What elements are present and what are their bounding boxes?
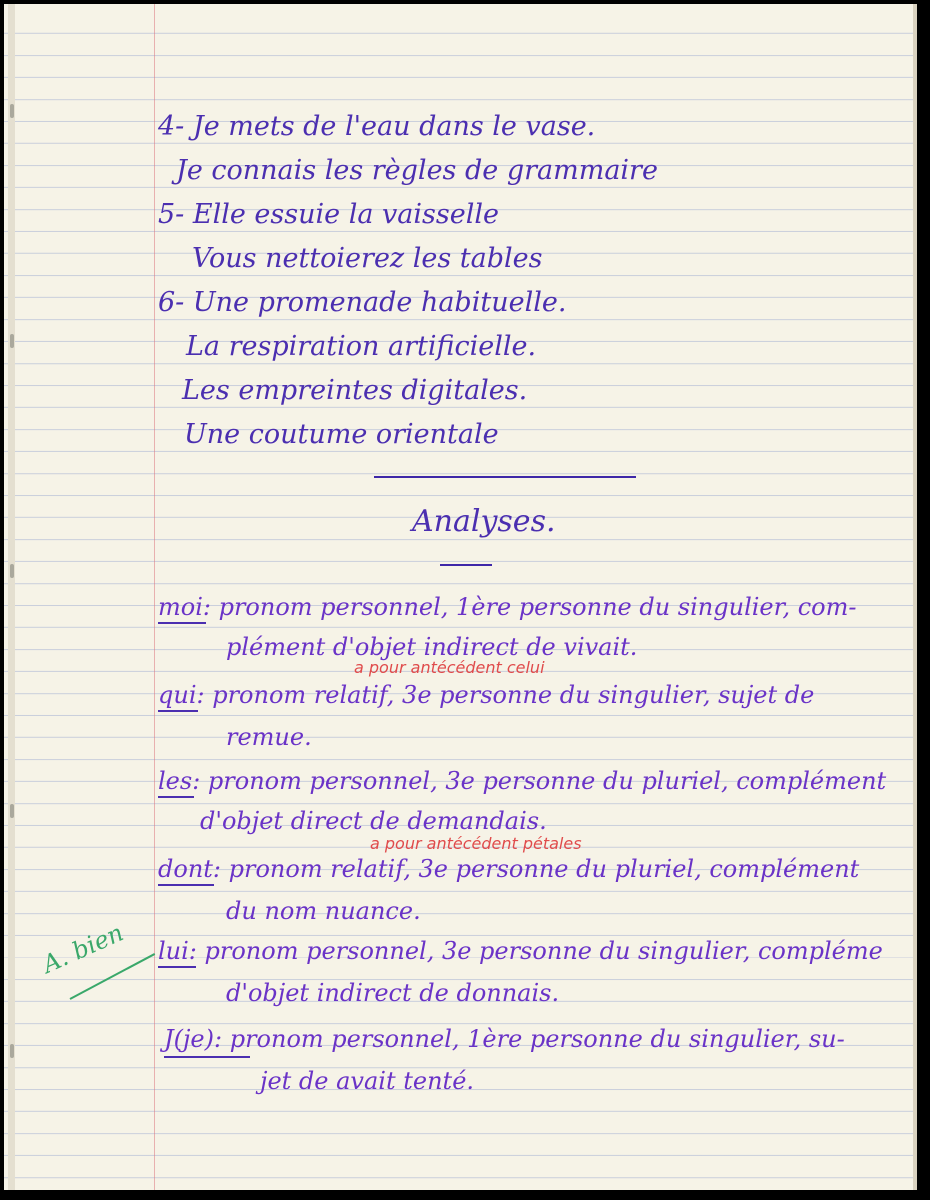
binding-hole [10, 804, 14, 818]
analysis-line: jet de avait tenté. [260, 1067, 475, 1095]
sentence-line: Les empreintes digitales. [182, 375, 528, 406]
heading-underline [440, 564, 492, 566]
term-underline [158, 710, 198, 712]
section-divider [374, 476, 636, 478]
binding-hole [10, 1044, 14, 1058]
page-edge [913, 4, 917, 1190]
analysis-line: dont: pronom relatif, 3e personne du pluriel, complément [158, 855, 860, 883]
analysis-line: plément d'objet indirect de vivait. [226, 633, 638, 661]
sentence-line: Vous nettoierez les tables [192, 243, 543, 274]
analysis-line: d'objet direct de demandais. [200, 807, 547, 835]
analysis-line: remue. [226, 723, 312, 751]
sentence-line: Une coutume orientale [184, 419, 499, 450]
section-heading: Analyses. [412, 504, 556, 539]
teacher-correction: a pour antécédent celui [354, 658, 545, 677]
margin-line [154, 4, 155, 1190]
term-underline [158, 884, 214, 886]
binding-hole [10, 564, 14, 578]
sentence-line: Je connais les règles de grammaire [176, 155, 658, 186]
term-underline [158, 966, 196, 968]
analysis-line: J(je): pronom personnel, 1ère personne du singulier, su- [164, 1025, 845, 1053]
term-underline [158, 622, 206, 624]
analysis-line: les: pronom personnel, 3e personne du pluriel, complément [158, 767, 887, 795]
analysis-line: qui: pronom relatif, 3e personne du singulier, sujet de [158, 681, 815, 709]
binding-hole [10, 334, 14, 348]
teacher-correction: a pour antécédent pétales [370, 834, 582, 853]
teacher-grade: A. bien [38, 918, 128, 979]
sentence-line: 5- Elle essuie la vaisselle [158, 199, 499, 230]
analysis-line: moi: pronom personnel, 1ère personne du singulier, com- [158, 593, 857, 621]
term-underline [158, 796, 194, 798]
analysis-line: du nom nuance. [226, 897, 421, 925]
term-underline [164, 1056, 250, 1058]
notebook-page [4, 4, 913, 1190]
binding-strip [8, 4, 15, 1190]
sentence-line: La respiration artificielle. [186, 331, 537, 362]
sentence-line: 6- Une promenade habituelle. [158, 287, 567, 318]
analysis-line: lui: pronom personnel, 3e personne du singulier, compléme [158, 937, 883, 965]
sentence-line: 4- Je mets de l'eau dans le vase. [158, 111, 596, 142]
analysis-line: d'objet indirect de donnais. [226, 979, 560, 1007]
binding-hole [10, 104, 14, 118]
